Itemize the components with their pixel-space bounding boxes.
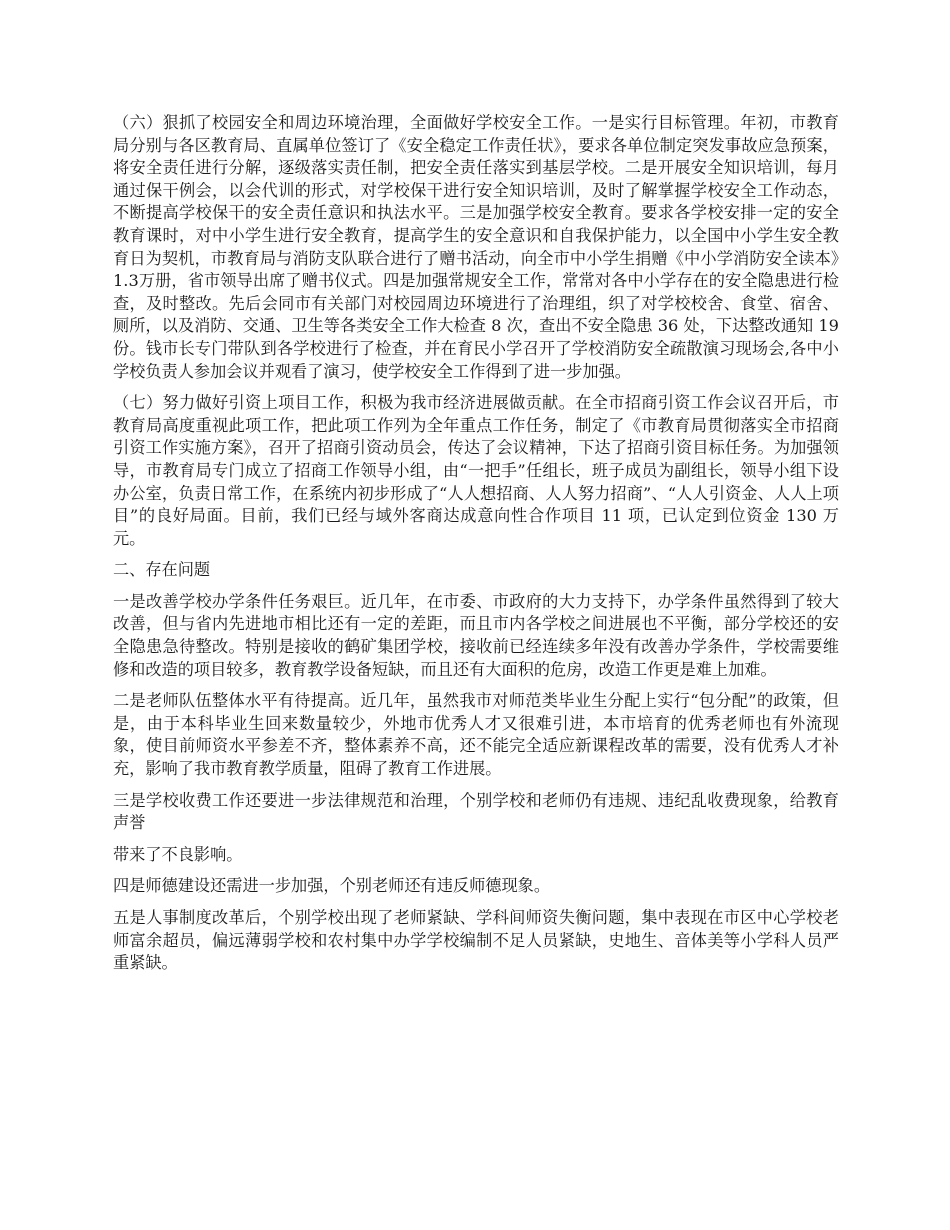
paragraph-safety-work: （六）狠抓了校园安全和周边环境治理，全面做好学校安全工作。一是实行目标管理。年初，市教育局分别与各区教育局、直属单位签订了《安全稳定工作责任状》，要求各单位制定突发事故应急预案，将安全责任进行分解，逐级落实责任制，把安全责任落实到基层学校。二是开展安全知识培训，每月通过保干例会，以会代训的形式，对学校保干进行安全知识培训，及时了解掌握学校安全工作动态，不断提高学校保干的安全责任意识和执法水平。三是加强学校安全教育。要求各学校安排一定的安全教育课时，对中小学生进行安全教育，提高学生的安全意识和自我保护能力，以全国中小学生安全教育日为契机，市教育局与消防支队联合进行了赠书活动，向全市中小学生捐赠《中小学消防安全读本》1.3万册，省市领导出席了赠书仪式。四是加强常规安全工作，常常对各中小学存在的安全隐患进行检查，及时整改。先后会同市有关部门对校园周边环境进行了治理组，织了对学校校舍、食堂、宿舍、厕所，以及消防、交通、卫生等各类安全工作大检查 8 次，查出不安全隐患 36 处，下达整改通知 19 份。钱市长专门带队到各学校进行了检查，并在育民小学召开了学校消防安全疏散演习现场会,各中小学校负责人参加会议并观看了演习，使学校安全工作得到了进一步加强。	[113, 113, 839, 381]
paragraph-problem-4: 四是师德建设还需进一步加强，个别老师还有违反师德现象。	[113, 876, 551, 896]
paragraph-problem-3-continued: 带来了不良影响。	[113, 844, 243, 864]
section-heading-problems: 二、存在问题	[113, 560, 211, 580]
paragraph-problem-1: 一是改善学校办学条件任务艰巨。近几年，在市委、市政府的大力支持下，办学条件虽然得到了较大改善，但与省内先进地市相比还有一定的差距，而且市内各学校之间进展也不平衡，部分学校还的安全隐患急待整改。特别是接收的鹤矿集团学校，接收前已经连续多年没有改善办学条件，学校需要维修和改造的项目较多，教育教学设备短缺，而且还有大面积的危房，改造工作更是难上加难。	[113, 591, 839, 679]
paragraph-problem-2: 二是老师队伍整体水平有待提高。近几年，虽然我市对师范类毕业生分配上实行“包分配”的政策，但是，由于本科毕业生回来数量较少，外地市优秀人才又很难引进，本市培育的优秀老师也有外流现象，使目前师资水平参差不齐，整体素养不高，还不能完全适应新课程改革的需要，没有优秀人才补充，影响了我市教育教学质量，阻碍了教育工作进展。	[113, 691, 839, 779]
paragraph-investment-work: （七）努力做好引资上项目工作，积极为我市经济进展做贡献。在全市招商引资工作会议召开后，市教育局高度重视此项工作，把此项工作列为全年重点工作任务，制定了《市教育局贯彻落实全市招商引资工作实施方案》，召开了招商引资动员会，传达了会议精神，下达了招商引资目标任务。为加强领导，市教育局专门成立了招商工作领导小组，由“一把手”任组长，班子成员为副组长，领导小组下设办公室，负责日常工作，在系统内初步形成了“人人想招商、人人努力招商”、“人人引资金、人人上项目”的良好局面。目前，我们已经与域外客商达成意向性合作项目 11 项，已认定到位资金 130 万元。	[113, 393, 839, 548]
paragraph-problem-5: 五是人事制度改革后，个别学校出现了老师紧缺、学科间师资失衡问题，集中表现在市区中心学校老师富余超员，偏远薄弱学校和农村集中办学学校编制不足人员紧缺，史地生、音体美等小学科人员严重紧缺。	[113, 908, 839, 973]
paragraph-problem-3: 三是学校收费工作还要进一步法律规范和治理，个别学校和老师仍有违规、违纪乱收费现象，给教育声誉	[113, 790, 839, 833]
document-body	[113, 112, 839, 984]
